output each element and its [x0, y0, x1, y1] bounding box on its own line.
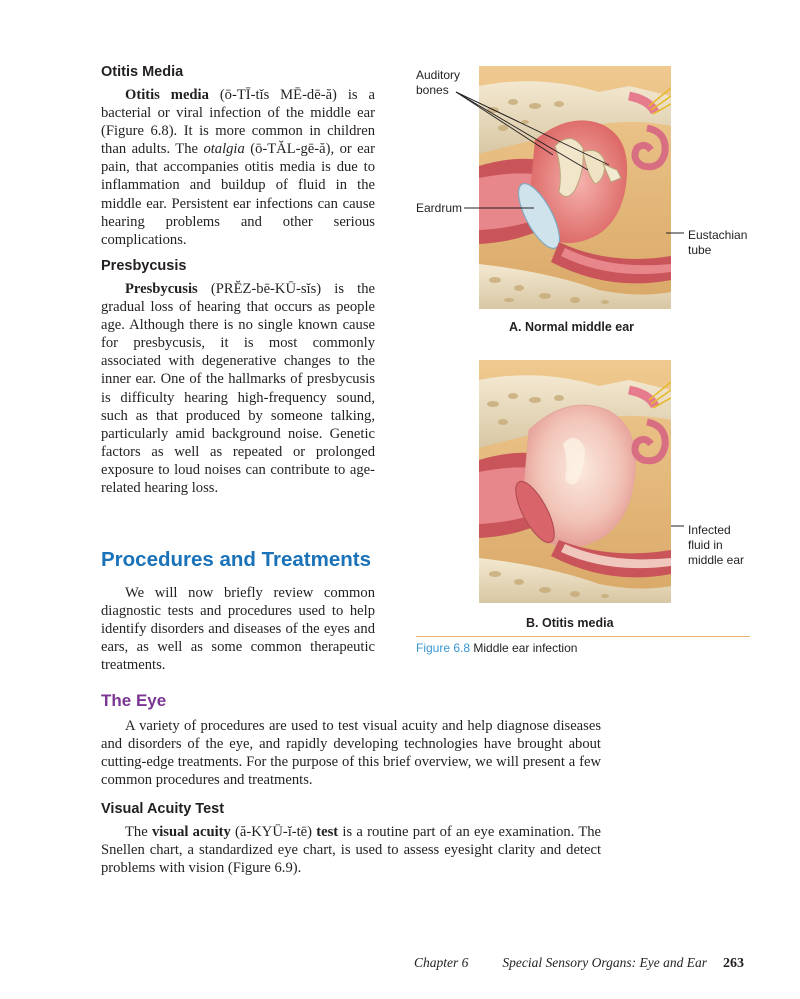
- page-number: 263: [722, 956, 744, 971]
- figure-caption: [416, 641, 577, 655]
- footer-chapter: Chapter 6: [414, 955, 469, 970]
- visual-acuity-text: is a routine part of an eye examination. The Snellen chart, a standardized eye chart, is used to assess eyesight clarity and detect problems with vision (Figure 6.9).: [101, 824, 602, 877]
- presbycusis-paragraph: [101, 280, 375, 497]
- otalgia-term: otalgia: [203, 141, 245, 158]
- otitis-heading: Otitis Media: [101, 64, 184, 80]
- presbycusis-text: (PRĔZ-bē-KŪ-sĭs) is the gradual loss of hearing that occurs as people age. Although there is no single known cause for presbycusis, it is most commonly associated with degenerative changes to the inner ear. One of the hallmarks of presbycusis is difficulty hearing high-frequency sound, such as that produced by someone talking, particularly amid background noise. Genetic factors as well as repeated or prolonged exposure to loud noises can contribute to age-related hearing loss.: [101, 281, 375, 497]
- footer-title: Special Sensory Organs: Eye and Ear: [502, 955, 707, 970]
- figure-caption-rule: [416, 636, 750, 637]
- label-eustachian-line2: tube: [688, 243, 712, 257]
- otitis-paragraph: [101, 86, 375, 249]
- visual-acuity-term2: test: [316, 824, 339, 840]
- page-footer: [414, 954, 754, 972]
- label-infected-fluid: [688, 523, 744, 568]
- figure-number: Figure 6.8: [416, 641, 471, 655]
- figure-6-8: [416, 62, 756, 662]
- visual-acuity-heading: Visual Acuity Test: [101, 801, 225, 817]
- label-infected-line2: fluid in: [688, 538, 723, 552]
- eye-paragraph: A variety of procedures are used to test visual acuity and help diagnose diseases and disorders of the eye, and rapidly developing technologies have brought about cutting-edge treatments. For the purpose of this brief overview, we will present a few common procedures and treatments.: [101, 718, 601, 789]
- visual-acuity-pre: The: [125, 824, 152, 840]
- otitis-term: Otitis media: [125, 87, 209, 103]
- visual-acuity-paragraph: [101, 823, 601, 877]
- label-eardrum: Eardrum: [416, 201, 463, 215]
- eye-section: [101, 691, 601, 789]
- otitis-text1: is a bacterial or viral infection of the middle ear (Figure 6.8). It is more common in children than adults. The: [101, 87, 375, 158]
- label-auditory-bones: [416, 68, 460, 98]
- procedures-paragraph: We will now briefly review common diagnostic tests and procedures used to help identify disorders and diseases of the eyes and ears, as well as some common therapeutic treatments.: [101, 585, 375, 674]
- label-eustachian-tube: [688, 228, 747, 258]
- visual-acuity-pron: (ă-KYŪ-ĭ-tē): [230, 824, 317, 840]
- otitis-text2: (ō-TĂL-gē-ă), or ear pain, that accompanies otitis media is due to inflammation and buildup of fluid in the middle ear. Persistent ear infections can cause hearing problems and other serious complications.: [101, 141, 375, 248]
- eye-heading: The Eye: [101, 691, 167, 710]
- label-eustachian-line1: Eustachian: [688, 228, 748, 242]
- figure-title: Middle ear infection: [470, 641, 578, 655]
- caption-a: A. Normal middle ear: [509, 320, 635, 334]
- caption-b: B. Otitis media: [526, 616, 614, 630]
- visual-acuity-term: visual acuity: [151, 824, 231, 840]
- label-infected-line1: Infected: [688, 523, 731, 537]
- otitis-section: [101, 64, 375, 249]
- procedures-heading: Procedures and Treatments: [101, 548, 372, 571]
- procedures-section: [101, 548, 375, 674]
- presbycusis-term: Presbycusis: [125, 281, 198, 297]
- otitis-media-illustration: [479, 360, 671, 603]
- presbycusis-heading: Presbycusis: [101, 258, 187, 274]
- label-auditory-line2: bones: [416, 83, 449, 97]
- presbycusis-section: [101, 258, 375, 497]
- label-auditory-line1: Auditory: [416, 68, 461, 82]
- otitis-pron: (ō-TĪ-tĭs MĒ-dē-ă): [208, 87, 337, 103]
- label-infected-line3: middle ear: [688, 553, 745, 567]
- visual-acuity-section: [101, 801, 601, 877]
